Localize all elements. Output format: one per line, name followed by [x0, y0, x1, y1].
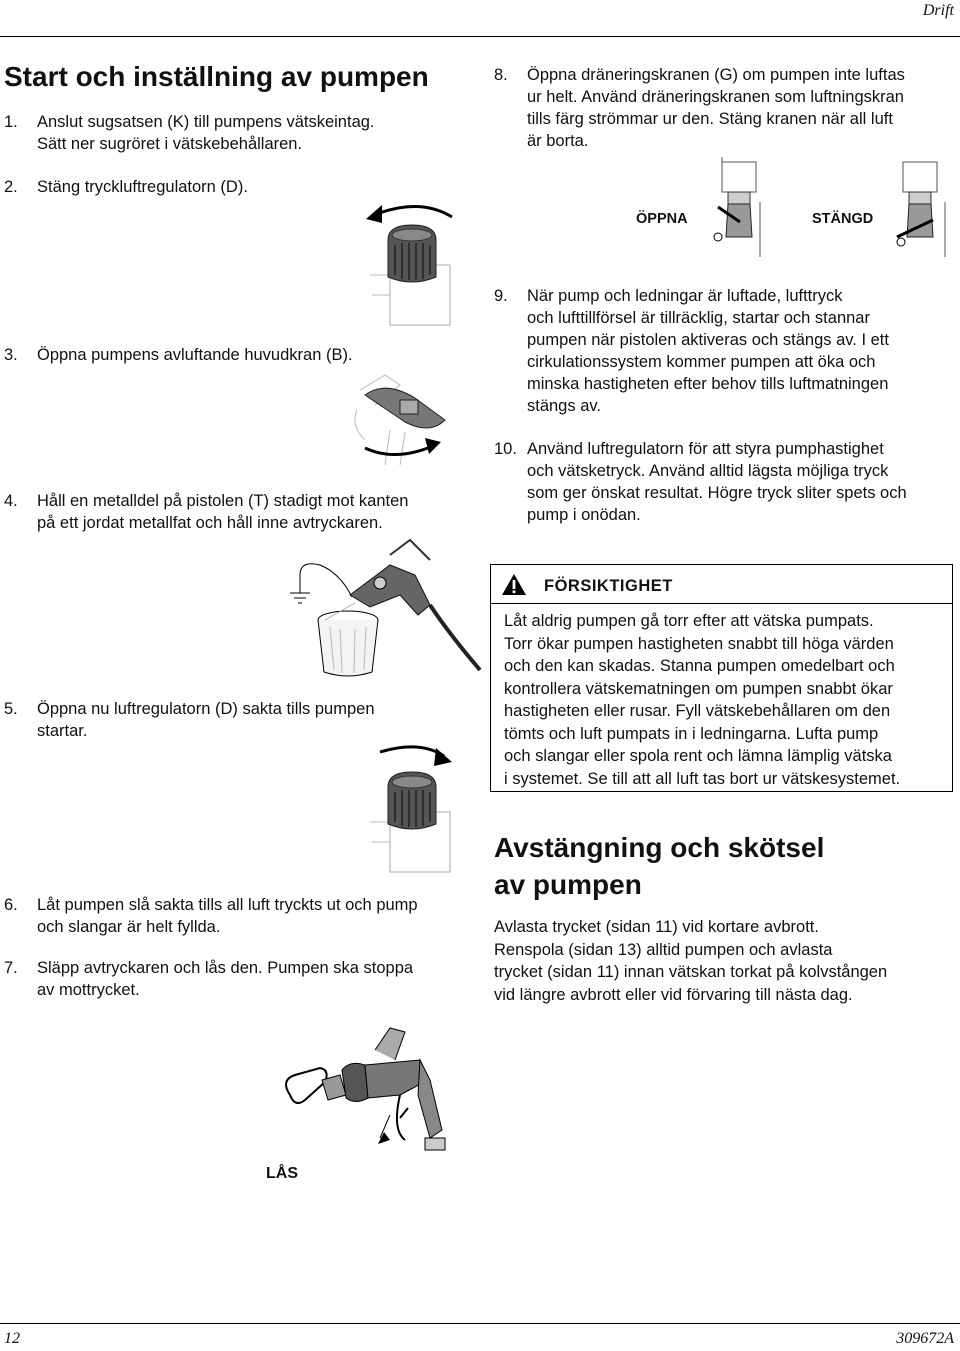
step-number: 2. [4, 178, 18, 196]
step-10 [494, 438, 954, 528]
shutdown-paragraph [494, 916, 954, 1006]
step-text: Släpp avtryckaren och lås den. Pumpen ska stoppa [37, 959, 414, 977]
step-7 [4, 957, 474, 1001]
step-text: och vätsketryck. Använd alltid lägsta möjliga tryck [527, 462, 889, 480]
bleed-valve-illustration [345, 370, 470, 470]
caution-box [490, 564, 953, 792]
step-text: När pump och ledningar är luftade, lufttryck [527, 287, 843, 305]
gun-and-grounded-pail-illustration [280, 535, 480, 680]
step-number: 6. [4, 896, 18, 914]
drain-valve-closed-illustration [895, 162, 960, 257]
step-5 [4, 698, 474, 742]
step-text: Håll en metalldel på pistolen (T) stadigt mot kanten [37, 492, 409, 510]
step-6 [4, 894, 474, 938]
step-text: Använd luftregulatorn för att styra pumphastighet [527, 440, 884, 458]
step-text: startar. [37, 722, 88, 740]
spray-gun-lock-illustration [280, 1020, 460, 1170]
step-3 [4, 344, 474, 366]
section-label: Drift [922, 2, 954, 19]
caution-text: hastigheten eller rusar. Fyll vätskebehållaren om den [504, 702, 891, 720]
caution-text: i systemet. Se till att all luft tas bort ur vätskesystemet. [504, 769, 901, 788]
paragraph-line: trycket (sidan 11) innan vätskan torkat på kolvstången [494, 963, 888, 981]
drain-valve-open-illustration [700, 162, 775, 257]
paragraph-line: Avlasta trycket (sidan 11) vid kortare avbrott. [494, 918, 819, 936]
step-text: och lufttillförsel är tillräcklig, startar och stannar [527, 309, 870, 327]
step-text: Sätt ner sugröret i vätskebehållaren. [37, 135, 303, 153]
step-text: som ger önskat resultat. Högre tryck sliter spets och [527, 484, 907, 502]
valve-open-label: ÖPPNA [636, 211, 688, 227]
step-text: av mottrycket. [37, 981, 140, 999]
caution-text: Låt aldrig pumpen gå torr efter att vätska pumpats. [504, 612, 874, 630]
step-number: 8. [494, 66, 508, 84]
step-text: tills färg strömmar ur den. Stäng kranen när all luft [527, 110, 893, 128]
caution-text: och den kan skadas. Stanna pumpen omedelbart och [504, 657, 895, 675]
step-text: och slangar är helt fyllda. [37, 918, 221, 936]
step-number: 10. [494, 440, 517, 458]
step-text: Öppna pumpens avluftande huvudkran (B). [37, 346, 353, 364]
step-text: Öppna dräneringskranen (G) om pumpen inte luftas [527, 66, 905, 84]
step-number: 1. [4, 113, 18, 131]
page-number: 12 [4, 1330, 20, 1347]
document-number: 309672A [896, 1330, 954, 1347]
shutdown-section-title [494, 829, 824, 903]
header-rule [0, 36, 960, 37]
step-text: Anslut sugsatsen (K) till pumpens vätskeintag. [37, 113, 375, 131]
step-text: Låt pumpen slå sakta tills all luft tryckts ut och pump [37, 896, 418, 914]
step-9 [494, 285, 954, 419]
caution-title: FÖRSIKTIGHET [544, 577, 673, 595]
paragraph-line: Renspola (sidan 13) alltid pumpen och avlasta [494, 940, 833, 959]
step-number: 5. [4, 700, 18, 718]
step-number: 3. [4, 346, 18, 364]
lock-label: LÅS [266, 1165, 298, 1182]
step-text: pumpen när pistolen aktiveras och stängs av. I ett [527, 331, 889, 349]
step-text: pump i onödan. [527, 506, 641, 524]
step-8 [494, 64, 954, 154]
step-1 [4, 111, 474, 155]
title-line: av pumpen [494, 869, 642, 900]
step-text: minska hastigheten efter behov tills luftmatningen [527, 375, 889, 393]
caution-text: kontrollera vätskematningen om pumpen snabbt ökar [504, 679, 893, 698]
step-text: Öppna nu luftregulatorn (D) sakta tills pumpen [37, 700, 375, 718]
step-text: Stäng tryckluftregulatorn (D). [37, 178, 248, 196]
caution-body [504, 610, 949, 790]
caution-text: Torr ökar pumpen hastigheten snabbt till höga värden [504, 634, 894, 653]
footer-rule [0, 1323, 960, 1324]
air-regulator-open-illustration [340, 742, 460, 877]
step-text: cirkulationssystem kommer pumpen att öka och [527, 353, 876, 371]
step-text: är borta. [527, 132, 589, 150]
start-section-title: Start och inställning av pumpen [4, 61, 429, 92]
step-text: på ett jordat metallfat och håll inne avtryckaren. [37, 514, 383, 532]
warning-triangle-icon [501, 573, 527, 596]
caution-text: tömts och luft pumpats in i ledningarna. Lufta pump [504, 724, 879, 743]
air-regulator-close-illustration [340, 195, 460, 330]
step-number: 4. [4, 492, 18, 510]
title-line: Avstängning och skötsel [494, 832, 825, 863]
step-text: stängs av. [527, 397, 601, 415]
caution-text: och slangar eller spola rent och lämna lämplig vätska [504, 747, 892, 765]
step-number: 7. [4, 959, 18, 977]
caution-header [491, 565, 952, 604]
valve-closed-label: STÄNGD [812, 211, 874, 227]
step-4 [4, 490, 474, 534]
step-text: ur helt. Använd dräneringskranen som luftningskran [527, 88, 904, 106]
paragraph-line: vid längre avbrott eller vid förvaring till nästa dag. [494, 985, 853, 1004]
step-number: 9. [494, 287, 508, 305]
